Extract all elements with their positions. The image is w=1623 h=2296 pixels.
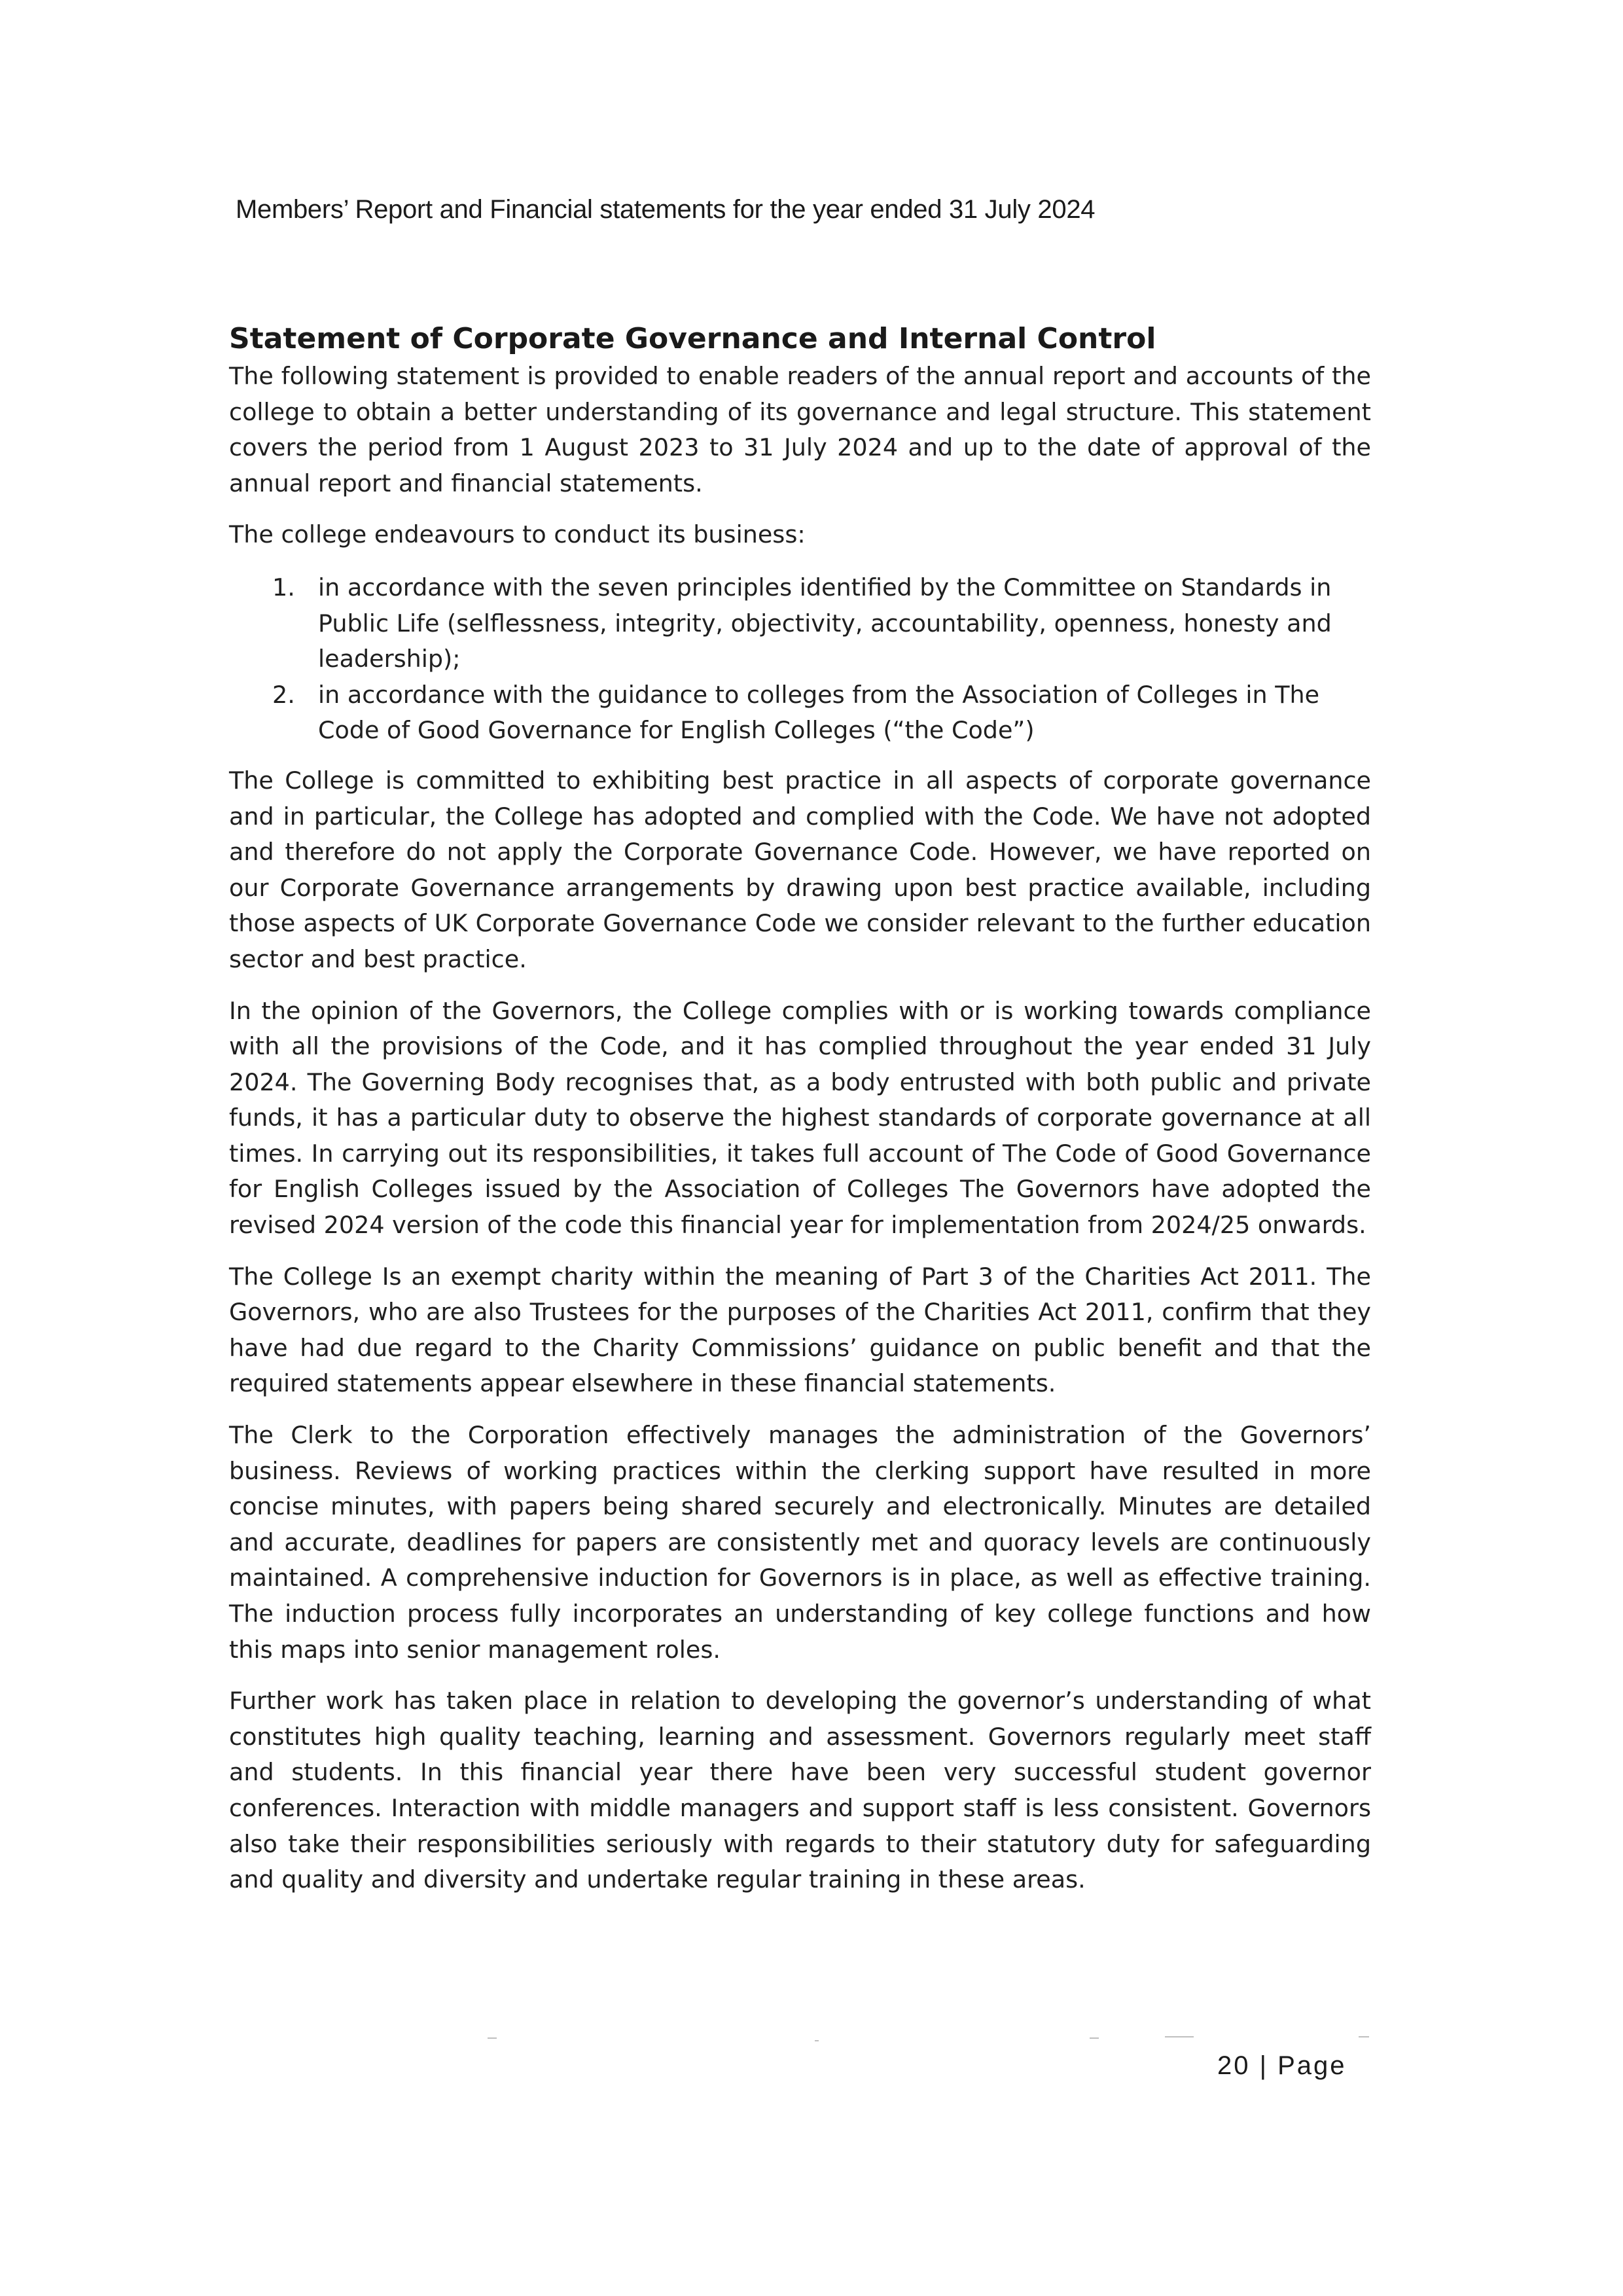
scan-mark xyxy=(488,2037,497,2039)
further-work-paragraph: Further work has taken place in relation to developing the governor’s understanding of what constitutes high quality teaching, learning and assessment. Governors regularly meet staff and students. In this financial year there have been very successful student governor conferences. Interaction with middle managers and support staff is less consistent. Governors also take their responsibilities seriously with regards to their statutory duty for safeguarding and quality and diversity and undertake regular training in these areas. xyxy=(229,1687,1371,1894)
principle-item xyxy=(229,677,1371,749)
page-number: 20 | Page xyxy=(1217,2051,1347,2080)
section-title: Statement of Corporate Governance and Internal Control xyxy=(229,322,1156,355)
governors-opinion-paragraph: In the opinion of the Governors, the College complies with or is working towards compliance with all the provisions of the Code, and it has complied throughout the year ended 31 July 2024. The Governing Body recognises that, as a body entrusted with both public and private funds, it has a particular duty to observe the highest standards of corporate governance at all times. In carrying out its responsibilities, it takes full account of The Code of Good Governance for English Colleges issued by the Association of Colleges The Governors have adopted the revised 2024 version of the code this financial year for implementation from 2024/25 onwards. xyxy=(229,996,1371,1240)
business-lead-text: The college endeavours to conduct its business: xyxy=(229,520,806,549)
exempt-charity-paragraph: The College Is an exempt charity within the meaning of Part 3 of the Charities Act 2011. The Governors, who are also Trustees for the purposes of the Charities Act 2011, confirm that they have had due regard to the Charity Commissions’ guidance on public benefit and that the required statements appear elsewhere in these financial statements. xyxy=(229,1262,1371,1398)
scan-mark xyxy=(1165,2036,1194,2037)
principle-text: in accordance with the seven principles identified by the Committee on Standards in Public Life (selflessness, integrity, objectivity, accountability, openness, honesty and leadership); xyxy=(318,573,1332,673)
principle-text: in accordance with the guidance to colleges from the Association of Colleges in The Code of Good Governance for English Colleges (“the Code”) xyxy=(318,680,1320,745)
best-practice-paragraph: The College is committed to exhibiting best practice in all aspects of corporate governance and in particular, the College has adopted and complied with the Code. We have not adopted and therefore do not apply the Corporate Governance Code. However, we have reported on our Corporate Governance arrangements by drawing upon best practice available, including those aspects of UK Corporate Governance Code we consider relevant to the further education sector and best practice. xyxy=(229,766,1371,973)
intro-paragraph: The following statement is provided to enable readers of the annual report and accounts of the college to obtain a better understanding of its governance and legal structure. This statement covers the period from 1 August 2023 to 31 July 2024 and up to the date of approval of the annual report and financial statements. xyxy=(229,362,1371,497)
scan-mark xyxy=(1090,2037,1099,2039)
clerk-paragraph: The Clerk to the Corporation effectively manages the administration of the Governors’ business. Reviews of working practices within the clerking support have resulted in more concise minutes, with papers being shared securely and electronically. Minutes are detailed and accurate, deadlines for papers are consistently met and quoracy levels are continuously maintained. A comprehensive induction for Governors is in place, as well as effective training. The induction process fully incorporates an understanding of key college functions and how this maps into senior management roles. xyxy=(229,1421,1371,1664)
principle-number: 1. xyxy=(272,573,295,601)
scan-mark xyxy=(1359,2036,1369,2037)
principle-item xyxy=(229,570,1371,677)
running-header: Members’ Report and Financial statements for the year ended 31 July 2024 xyxy=(236,195,1096,224)
principle-number: 2. xyxy=(272,680,295,709)
scan-mark xyxy=(815,2040,819,2041)
document-body xyxy=(229,321,1371,1914)
principles-list xyxy=(229,570,1371,749)
